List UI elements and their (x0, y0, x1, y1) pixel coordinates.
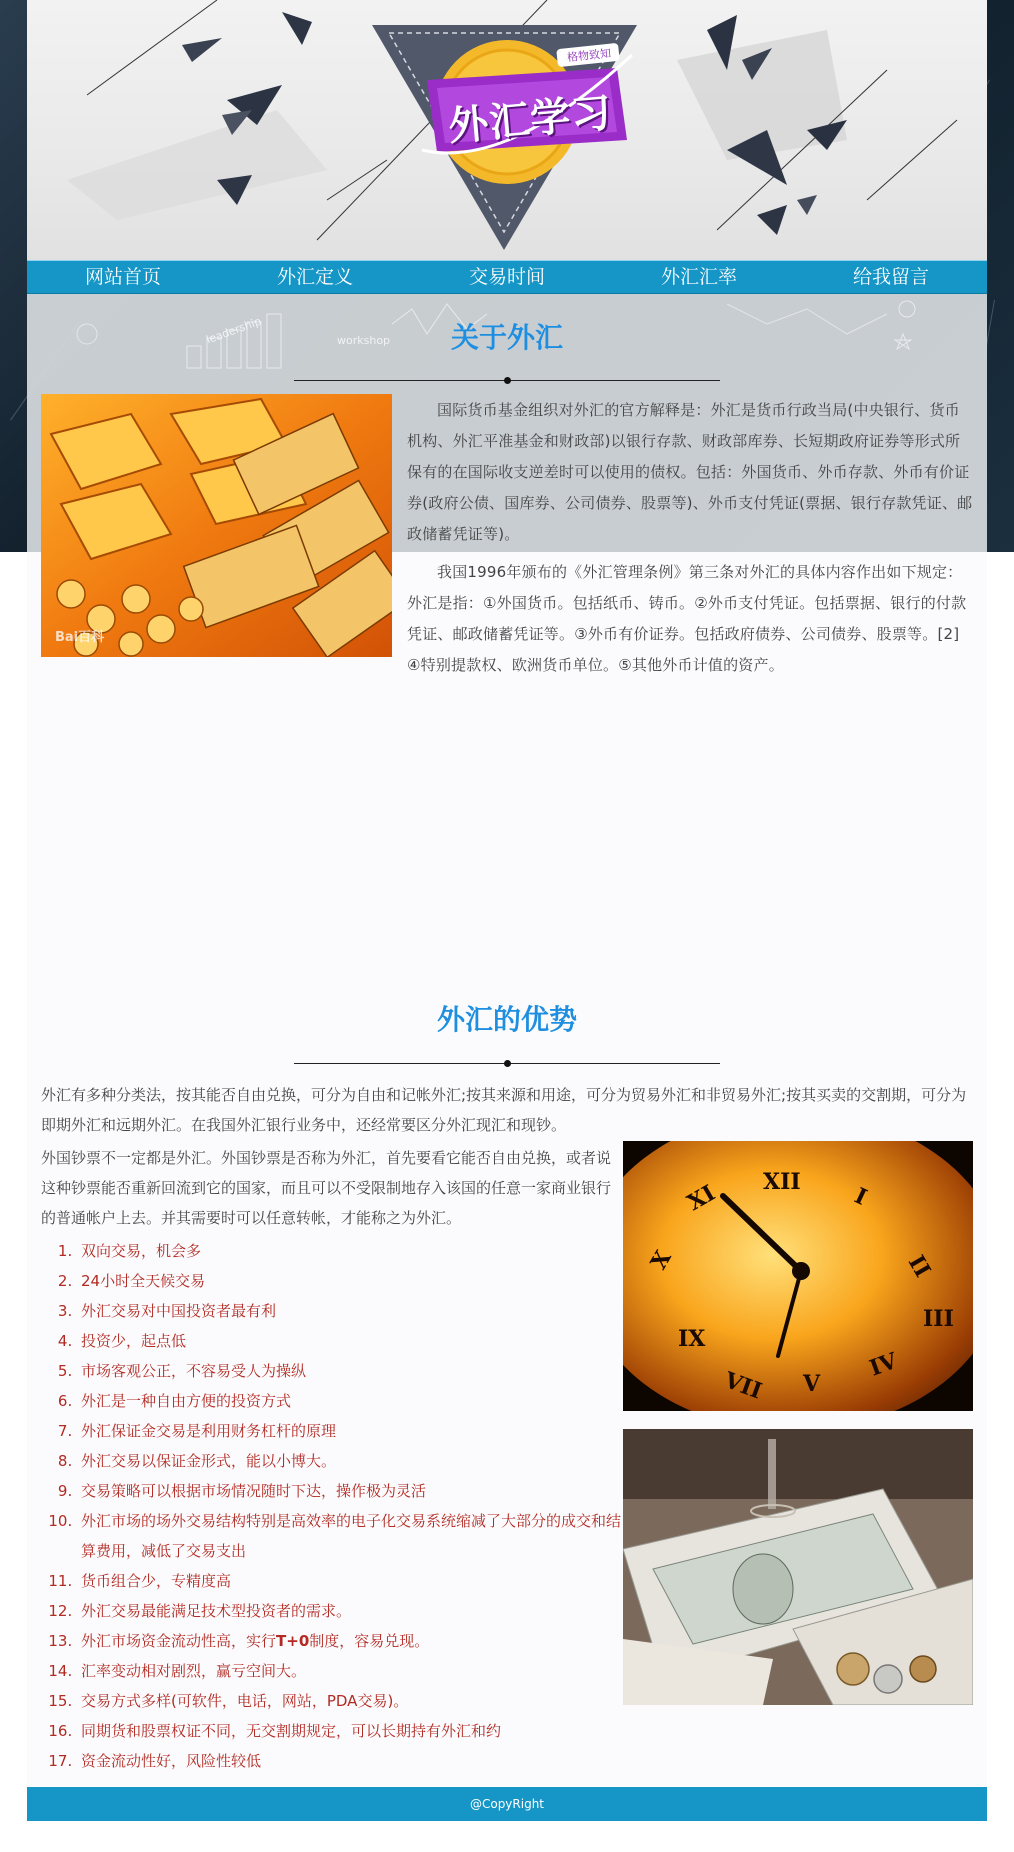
nav-item-exchange-rate[interactable]: 外汇汇率 (660, 266, 737, 288)
list-item: 14. 汇率变动相对剧烈，赢亏空间大。 (77, 1656, 631, 1686)
list-item: 8. 外汇交易以保证金形式，能以小博大。 (77, 1446, 631, 1476)
svg-text:V: V (803, 1371, 821, 1397)
page-container (27, 0, 987, 1852)
svg-text:XII: XII (763, 1169, 801, 1195)
list-item: 7. 外汇保证金交易是利用财务杠杆的原理 (77, 1416, 631, 1446)
svg-text:X: X (645, 1246, 677, 1274)
svg-text:XI: XI (683, 1179, 720, 1217)
svg-text:II: II (902, 1251, 936, 1282)
svg-text:III: III (923, 1306, 954, 1332)
list-item: 15. 交易方式多样(可软件，电话，网站，PDA交易)。 (77, 1686, 631, 1716)
banknotes-image (623, 1429, 973, 1705)
doodle-leadership: leadership (204, 314, 264, 347)
logo-text: 外汇学习 (446, 89, 614, 151)
copyright-text: @CopyRight (469, 1797, 545, 1811)
gold-money-image (41, 394, 392, 657)
footer (27, 1787, 987, 1821)
list-item: 11. 货币组合少，专精度高 (77, 1566, 631, 1596)
about-divider (294, 380, 720, 381)
image-watermark: Bai百科 (55, 630, 105, 645)
advantages-divider (294, 1063, 720, 1064)
nav-item-trading-hours[interactable]: 交易时间 (468, 266, 545, 288)
list-item: 9. 交易策略可以根据市场情况随时下达，操作极为灵活 (77, 1476, 631, 1506)
doodle-workshop: workshop (337, 334, 391, 347)
svg-text:IX: IX (678, 1326, 706, 1352)
advantages-title: 外汇的优势 (436, 1003, 577, 1036)
list-item: 12. 外汇交易最能满足技术型投资者的需求。 (77, 1596, 631, 1626)
foreign-banknote-note: 外国钞票不一定都是外汇。外国钞票是否称为外汇，首先要看它能否自由兑换，或者说这种钞票能否重新回流到它的国家，而且可以不受限制地存入该国的任意一家商业银行的普通帐户上去。并其需要时可以任意转帐，才能称之为外汇。 (41, 1149, 612, 1227)
advantages-list (41, 1236, 631, 1776)
list-item: 13. 外汇市场资金流动性高，实行T+0制度，容易兑现。 (77, 1626, 631, 1656)
svg-text:IV: IV (866, 1347, 901, 1382)
nav-item-message[interactable]: 给我留言 (852, 266, 929, 288)
list-item: 16. 同期货和股票权证不同，无交割期规定，可以长期持有外汇和约 (77, 1716, 631, 1746)
clock-image (623, 1141, 973, 1411)
about-paragraph-2: 我国1996年颁布的《外汇管理条例》第三条对外汇的具体内容作出如下规定：外汇是指：①外国货币。包括纸币、铸币。②外币支付凭证。包括票据、银行的付款凭证、邮政储蓄凭证等。③外币有价证券。包括政府债券、公司债券、股票等。[2] ④特别提款权、欧洲货币单位。⑤其他外币计值的资产。 (407, 563, 967, 674)
list-item: 4. 投资少，起点低 (77, 1326, 631, 1356)
logo-badge: 格物致知 (566, 46, 612, 65)
list-item: 3. 外汇交易对中国投资者最有利 (77, 1296, 631, 1326)
header-banner (27, 0, 987, 260)
main-nav (27, 260, 987, 294)
list-item: 1. 双向交易，机会多 (77, 1236, 631, 1266)
svg-text:VII: VII (720, 1367, 766, 1405)
list-item: 10. 外汇市场的场外交易结构特别是高效率的电子化交易系统缩减了大部分的成交和结算费用，减低了交易支出 (77, 1506, 631, 1566)
list-item: 2. 24小时全天候交易 (77, 1266, 631, 1296)
nav-item-home[interactable]: 网站首页 (84, 266, 161, 288)
list-item: 6. 外汇是一种自由方便的投资方式 (77, 1386, 631, 1416)
about-paragraph-1: 国际货币基金组织对外汇的官方解释是：外汇是货币行政当局(中央银行、货币机构、外汇平准基金和财政部)以银行存款、财政部库券、长短期政府证券等形式所保有的在国际收支逆差时可以使用的债权。包括：外国货币、外币存款、外币有价证券(政府公债、国库券、公司债券、股票等)、外币支付凭证(票据、银行存款凭证、邮政储蓄凭证等)。 (407, 401, 973, 543)
about-title: 关于外汇 (450, 321, 563, 354)
nav-item-definition[interactable]: 外汇定义 (276, 266, 353, 288)
list-item: 17. 资金流动性好，风险性较低 (77, 1746, 631, 1776)
advantages-intro: 外汇有多种分类法，按其能否自由兑换，可分为自由和记帐外汇;按其来源和用途，可分为贸易外汇和非贸易外汇;按其买卖的交割期，可分为即期外汇和远期外汇。在我国外汇银行业务中，还经常要区分外汇现汇和现钞。 (41, 1086, 967, 1134)
list-item: 5. 市场客观公正，不容易受人为操纵 (77, 1356, 631, 1386)
svg-text:I: I (850, 1182, 871, 1211)
